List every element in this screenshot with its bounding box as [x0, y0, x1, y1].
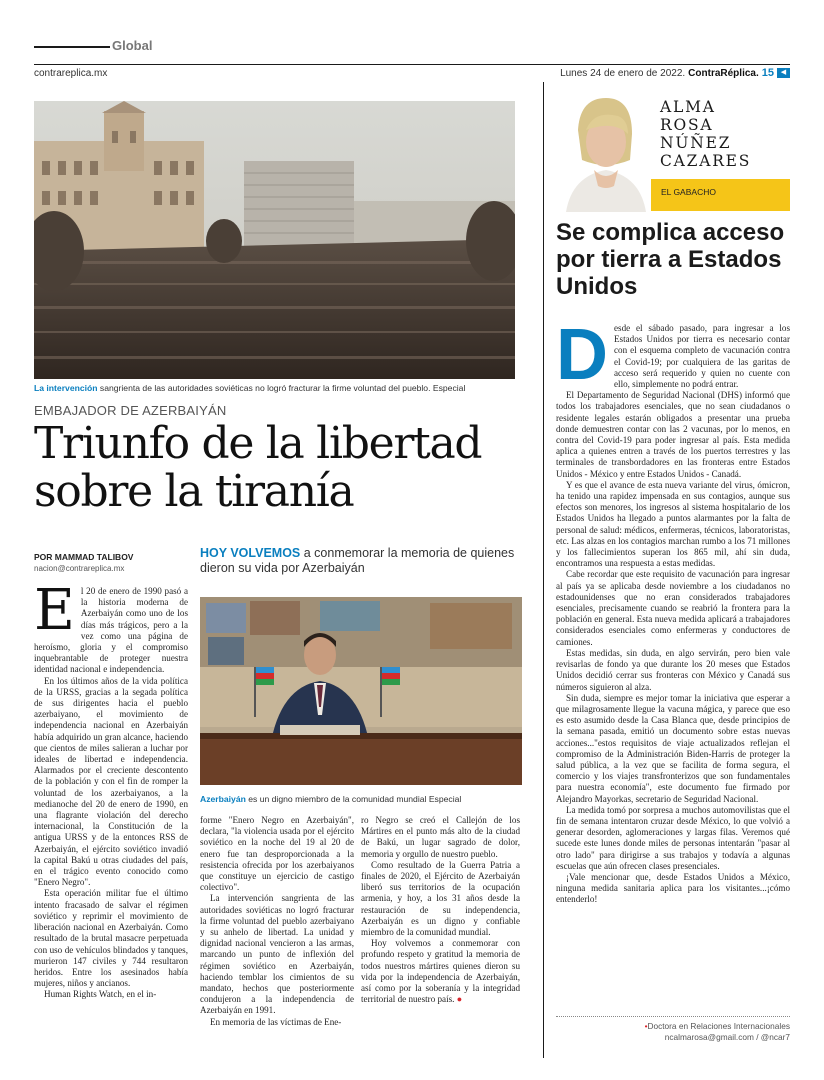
author-footnote — [556, 1021, 790, 1043]
portrait-caption-lead: Azerbaiyán — [200, 794, 246, 804]
bullet-icon: • — [644, 1021, 648, 1031]
columnist-name-line: NÚÑEZ — [660, 134, 732, 152]
paragraph: El Departamento de Seguridad Nacional (DHS) informó que todos los trabajadores esenciales, que no sean ciudadanos o residente legales estarán obligados a presentar una prueba donde demuestren contar con las 2 vacunas, por lo menos, en contra del Covid-19 para poder ingresar al país. Esta medida aplica a quienes entren a través de los puertos terrestres y las terminales de transbordadores en las fronteras entre Estados Unidos - México y entre Estados Unidos - Canadá. — [556, 390, 790, 479]
paragraph-text: Hoy volvemos a conmemorar con profundo respeto y gratitud la memoria de todos nuestros mártires quienes dieron su vida por la independencia de Azerbaiyán, así como por la soberanía y la integridad territorial de nuestro país. — [361, 938, 520, 1005]
paragraph: Cabe recordar que este requisito de vacunación para ingresar al país ya se aplicaba desde noviembre a los ciudadanos no estadounidenses que no eran considerados trabajadores esenciales, precisamente cuando se reabrió la frontera para la población en general. Esta nueva medida aplicará a trabajadores considerados esenciales como enfermeras y conductores de camiones. — [556, 569, 790, 647]
footnote-title-line — [556, 1021, 790, 1032]
portrait-caption-credit: Especial — [428, 794, 462, 804]
paragraph: La medida tomó por sorpresa a muchos automovilistas que el fin de semana intentaron cruzar desde México, lo que volvió a generar desorden, aglomeraciones y largas filas. Veremos qué sucede este lunes donde miles de personas intentarán "pasar al otro lado" para dirigirse a sus trabajos y todavía a algunas escuelas que aún ofrecen clases presenciales. — [556, 804, 790, 871]
opinion-headline: Se complica acceso por tierra a Estados Unidos — [556, 219, 785, 300]
article-column-2 — [200, 815, 354, 1072]
pull-quote-lead: HOY VOLVEMOS — [200, 546, 301, 560]
article-column-3 — [361, 815, 520, 1072]
paragraph: l 20 de enero de 1990 pasó a la historia moderna de Azerbaiyán como uno de los días más trágicos, pero a la vez como una página de heroísmo, gloria y el compromiso inquebrantable de proteger nuestra identidad nacional e independencia. — [34, 586, 188, 675]
paragraph: En los últimos años de la vida política de la URSS, gracias a la segada política de sus dirigentes hacia el pueblo azerbaiyano, el movimiento de independencia nacional en Azerbaiyán había adquirido un gran alcance, haciendo que cientos de miles salieran a luchar por ideales de libertad e independencia. Alarmados por el creciente descontento de la población y con el fin de romper la voluntad de los azerbaiyanos, a la medianoche del 20 de enero de 1990, en una flagrante violación del derecho internacional, la Constitución de la antigua URSS y de la entonces RSS de Azerbaiyán, el ejército soviético invadió la capital Bakú u otras ciudades del país, en el trágico evento conocido como "Enero Negro". — [34, 675, 188, 888]
opinion-body — [556, 323, 790, 1023]
column-divider — [543, 82, 544, 1058]
paragraph — [361, 938, 520, 1005]
header-rule — [34, 64, 790, 65]
article-column-1 — [34, 586, 188, 1072]
end-mark-icon: ● — [456, 994, 463, 1005]
ambassador-photo — [200, 597, 522, 785]
columnist-name-line: CAZARES — [660, 152, 752, 170]
issue-date: Lunes 24 de enero de 2022. — [560, 67, 686, 79]
paragraph: Esta operación militar fue el último intento fracasado de salvar el régimen soviético y reprimir el movimiento de liberación nacional en Azerbaiyán. Como resultado de la brutal masacre perpetuada con uso de vehículos blindados y tanques, murieron 147 civiles y 744 resultaron heridos. Entre los asesinados había mujeres, niños y ancianos. — [34, 888, 188, 989]
photo-caption — [34, 383, 519, 393]
drop-cap: D — [556, 323, 608, 395]
byline-email[interactable]: nacion@contrareplica.mx — [34, 564, 125, 573]
footnote-rule — [556, 1016, 790, 1017]
paragraph: En memoria de las víctimas de Ene- — [210, 1016, 342, 1027]
caption-lead: La intervención — [34, 383, 98, 393]
paragraph: forme "Enero Negro en Azerbaiyán", declara, "la violencia usada por el ejército soviético en la noche del 19 al 20 de enero fue tan desproporcionada a la resistencia ofrecida por los azerbaiyanos que constituye un ejercicio de castigo colectivo". — [200, 815, 354, 893]
columnist-name — [660, 98, 751, 170]
paragraph: Sin duda, siempre es mejor tomar la iniciativa que esperar a que milagrosamente llegue la vacuna mágica, y parece que eso es esto asumido desde la Casa Blanca que, desde principios de la semana pasada, emitió un documento sobre estas nuevas acciones..."estos requisitos de viaje actualizados reflejan el compromiso de la Administración Biden-Harris de proteger la salud pública, a la vez que se facilita de forma segura, el comercio y los viajes transfronterizos que son fundamentales para nuestra economía", este documento fue firmado por Alejandro Mayorkas, secretario de Seguridad Nacional. — [556, 692, 790, 804]
page-arrow-icon: ◀ — [777, 68, 790, 78]
portrait-caption-text: es un digno miembro de la comunidad mundial — [245, 794, 429, 804]
portrait-caption — [200, 794, 530, 804]
columnist-name-line: ROSA — [660, 116, 714, 134]
date-line — [560, 67, 790, 79]
drop-cap: E — [34, 586, 75, 643]
columnist-photo — [558, 90, 650, 212]
paragraph: Estas medidas, sin duda, en algo servirán, pero bien vale revisarlas de fondo ya que durante los 20 meses que Estados Unidos decidió cerrar sus fronteras con México y Canadá sus números siguieron al alza. — [556, 647, 790, 692]
caption-credit: Especial — [432, 383, 466, 393]
paragraph: esde el sábado pasado, para ingresar a los Estados Unidos por tierra es necesario contar con el esquema completo de vacunación contra el Covid-19; por cualquiera de las garitas de acceso será requerido y quien no cuente con ello, simplemente no podrá entrar. — [614, 323, 790, 390]
pull-quote-text: a conmemorar la memoria de quienes dieron su vida por Azerbaiyán — [200, 546, 515, 575]
caption-text: sangrienta de las autoridades soviéticas no logró fracturar la firme voluntad del pueblo. — [97, 383, 433, 393]
page-number: 15 — [761, 67, 774, 79]
column-name-bar: EL GABACHO — [651, 179, 790, 211]
article-kicker: EMBAJADOR DE AZERBAIYÁN — [34, 403, 227, 418]
section-rule — [34, 46, 110, 48]
publication-brand: ContraRéplica. — [688, 67, 759, 79]
paragraph: ¡Vale mencionar que, desde Estados Unidos a México, ninguna medida sanitaria aplica para los visitantes...¡cómo entenderlo! — [556, 871, 790, 905]
section-tag: Global — [112, 38, 153, 53]
paragraph: Y es que el avance de esta nueva variante del virus, ómicron, ha tenido una rapidez impensada en sus contagios, aunque sus efectos son menores, los ingresos al sistema hospitalario de los Estados Unidos ha llegado a puntos alarmantes por la falta de personal de salud: médicos, enfermeras, técnicos, laboratoristas, etc. Las alzas en los contagios marchan rumbo a los 71 millones y los fallecimientos superan los 865 mil, ahí sin duda, encontramos una respuesta a estas medidas. — [556, 479, 790, 569]
columnist-name-line: ALMA — [660, 98, 716, 116]
paragraph: ro Negro se creó el Callejón de los Mártires en el punto más alto de la ciudad de Bakú, un lugar sagrado de dolor, memoria y orgullo de nuestro pueblo. — [361, 815, 520, 859]
byline: POR MAMMAD TALIBOV — [34, 552, 134, 562]
crowd-photo — [34, 101, 515, 379]
paragraph: Como resultado de la Guerra Patria a finales de 2020, el Ejército de Azerbaiyán liberó sus territorios de la ocupación armenia, y hoy, a los 31 años desde la restauración de su independencia, Azerbaiyán es un digno y confiable miembro de la comunidad mundial. — [361, 859, 520, 938]
footnote-title: Doctora en Relaciones Internacionales — [647, 1021, 790, 1031]
pull-quote — [200, 546, 520, 576]
site-url[interactable]: contrareplica.mx — [34, 68, 108, 79]
footnote-contact[interactable]: ncalmarosa@gmail.com / @ncar7 — [664, 1032, 790, 1042]
paragraph: Human Rights Watch, en el in- — [44, 989, 157, 1000]
article-headline: Triunfo de la libertad sobre la tiranía — [34, 418, 482, 517]
paragraph: La intervención sangrienta de las autoridades soviéticas no logró fracturar la firme voluntad del pueblo azerbaiyano y su anhelo de libertad. La unidad y dignidad nacional vencieron a las armas, marcando un punto de inflexión del régimen soviético en Azerbaiyán, haciendo temblar los cimientos de su mandato, hechos que posteriormente condujeron a la independencia de Azerbaiyán en 1991. — [200, 893, 354, 1016]
